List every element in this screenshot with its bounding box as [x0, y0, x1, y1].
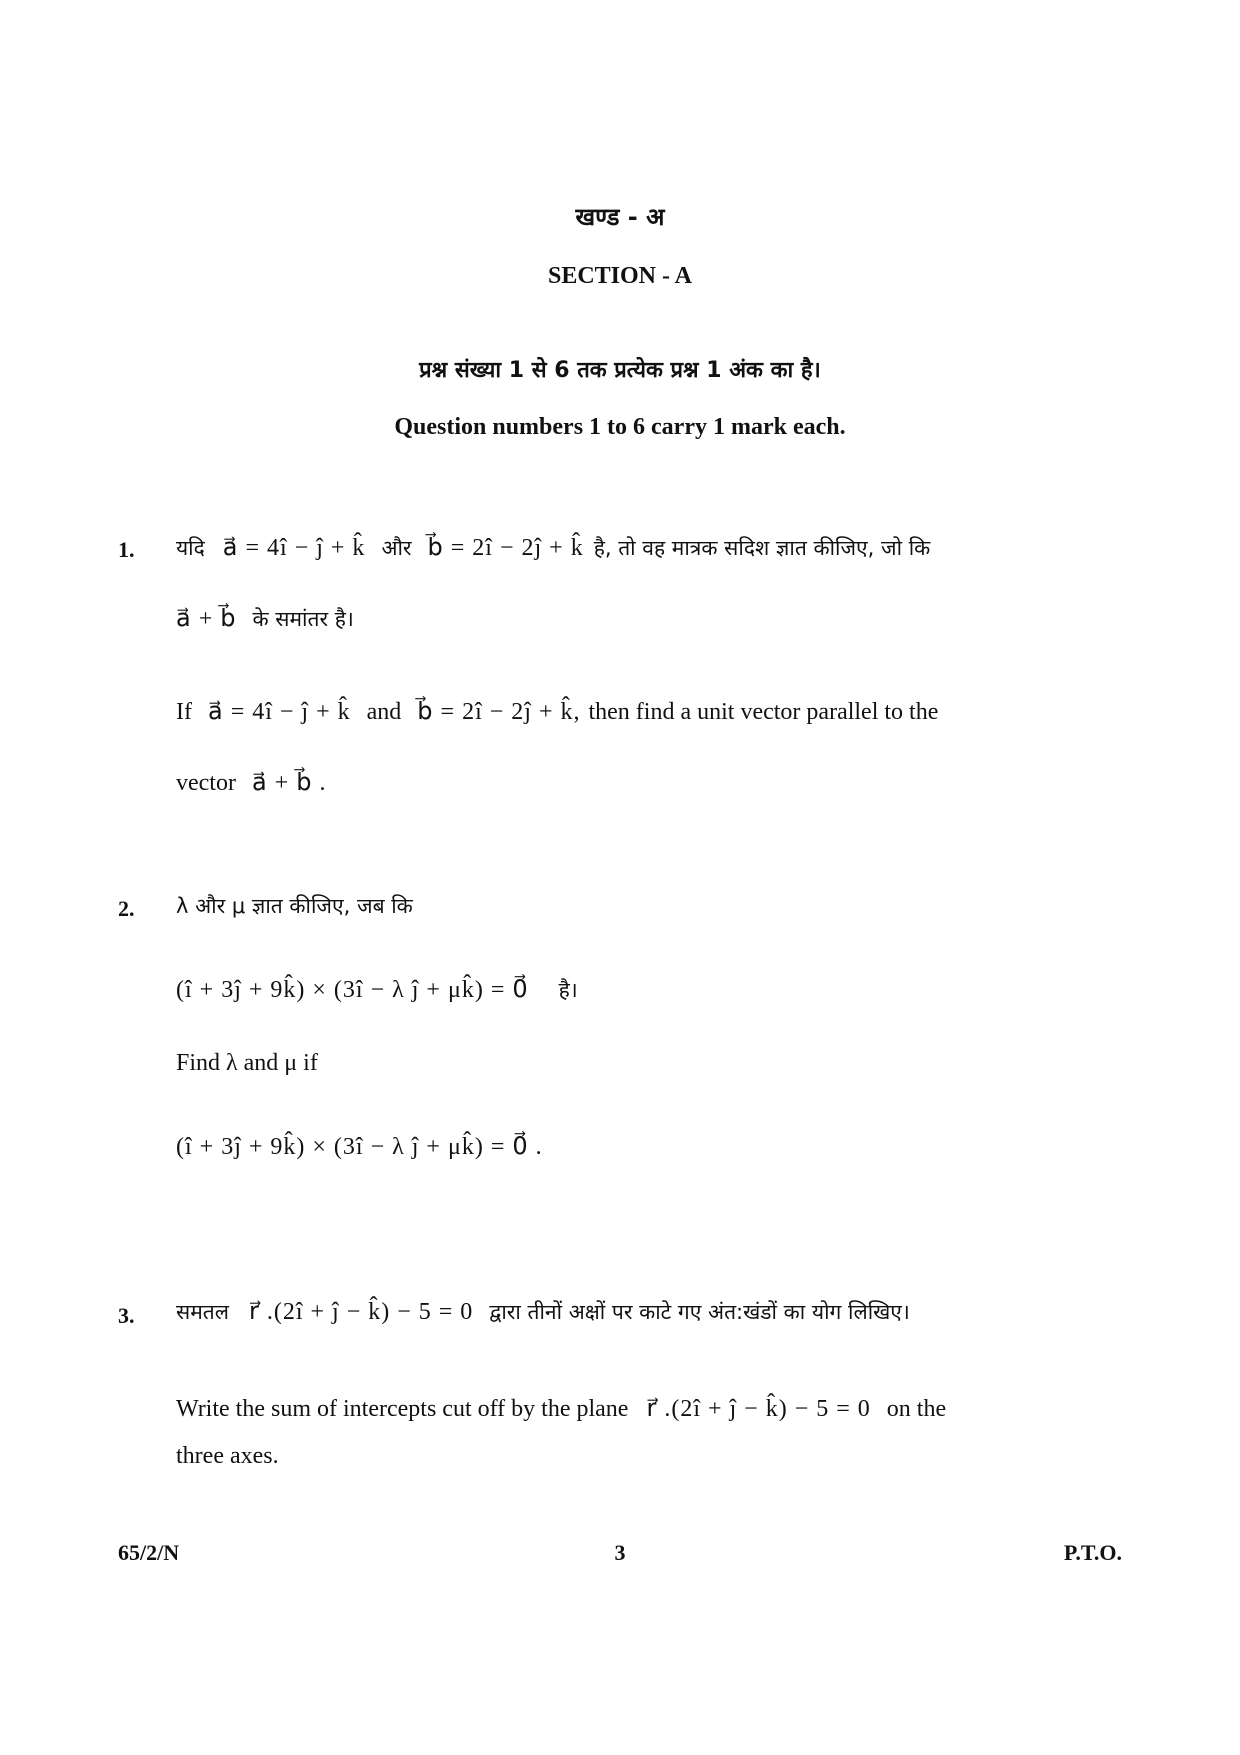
question-1-hindi-line-2 [176, 604, 354, 633]
q1-hi-vector-b: b⃗ = 2î − 2ĵ + k̂ [427, 535, 584, 561]
q1-en-prefix: If [176, 699, 192, 725]
q1-hi-suffix: है, तो वह मात्रक सदिश ज्ञात कीजिए, जो कि [593, 536, 931, 560]
q1-hi-prefix: यदि [176, 536, 205, 560]
question-number: 2. [118, 896, 135, 921]
question-3-english-line-2 [176, 1443, 279, 1470]
q3-hi-prefix: समतल [176, 1300, 229, 1324]
section-title-english: SECTION - A [547, 263, 693, 289]
question-2-english-math [176, 1132, 543, 1161]
q1-en-join: and [366, 699, 402, 725]
q1-en-sum-vector: a⃗ + b⃗ . [251, 770, 327, 796]
q1-en-vector-a: a⃗ = 4î − ĵ + k̂ [207, 699, 351, 725]
instruction-english: Question numbers 1 to 6 carry 1 mark each. [394, 414, 846, 440]
page-number: 3 [614, 1540, 626, 1565]
q2-en-text: Find λ and μ if [176, 1050, 318, 1076]
q1-hi-line2-text: के समांतर है। [252, 607, 354, 631]
q3-hi-suffix: द्वारा तीनों अक्षों पर काटे गए अंत:खंडों का योग लिखिए। [489, 1300, 910, 1324]
q1-hi-join: और [381, 536, 412, 560]
q1-en-vector-b: b⃗ = 2î − 2ĵ + k̂, [417, 699, 581, 725]
question-2-hindi-line-1 [176, 892, 413, 920]
q1-hi-vector-a: a⃗ = 4î − ĵ + k̂ [222, 535, 366, 561]
q1-en-line2-text: vector [176, 770, 236, 796]
paper-code: 65/2/N [118, 1540, 180, 1565]
question-number: 1. [118, 537, 135, 562]
q3-en-plane-equation: r⃗ .(2î + ĵ − k̂) − 5 = 0 [646, 1396, 871, 1422]
section-title-hindi: खण्ड - अ [575, 203, 665, 231]
q2-en-cross-product: (î + 3ĵ + 9k̂) × (3î − λ ĵ + μk̂) = 0⃗ . [176, 1134, 543, 1160]
question-1-hindi-line-1 [176, 533, 930, 562]
q1-en-suffix: then find a unit vector parallel to the [588, 699, 939, 725]
question-3-hindi-line-1 [176, 1297, 910, 1326]
instruction-hindi: प्रश्न संख्या 1 से 6 तक प्रत्येक प्रश्न 1 अंक का है। [419, 358, 821, 383]
question-2-hindi-math [176, 975, 578, 1004]
pto-label: P.T.O. [1063, 1540, 1122, 1565]
question-2-english-line-1 [176, 1050, 318, 1077]
q3-en-prefix: Write the sum of intercepts cut off by the plane [176, 1396, 629, 1422]
question-1-english-line-2 [176, 768, 326, 797]
q2-hi-cross-product: (î + 3ĵ + 9k̂) × (3î − λ ĵ + μk̂) = 0⃗ [176, 977, 529, 1003]
q3-en-line2: three axes. [176, 1443, 279, 1469]
q3-hi-plane-equation: r⃗ .(2î + ĵ − k̂) − 5 = 0 [248, 1299, 474, 1325]
question-number: 3. [118, 1303, 135, 1328]
question-3-english-line-1 [176, 1394, 946, 1423]
q1-hi-sum-vector: a⃗ + b⃗ [176, 606, 237, 632]
question-1-english-line-1 [176, 697, 938, 726]
q2-hi-suffix: है। [558, 978, 578, 1002]
q3-en-suffix: on the [886, 1396, 947, 1422]
q2-hi-text: λ और μ ज्ञात कीजिए, जब कि [176, 894, 413, 918]
